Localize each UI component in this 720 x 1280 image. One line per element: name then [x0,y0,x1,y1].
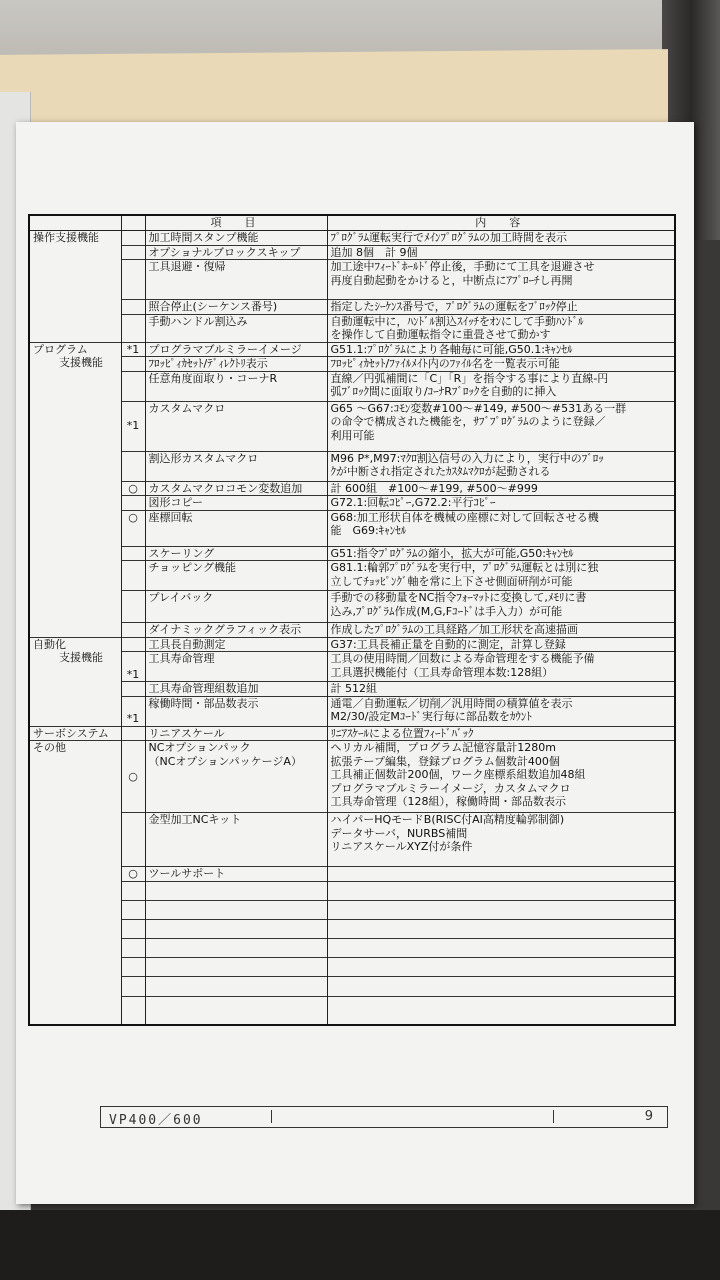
header-content: 内 容 [327,215,675,231]
row-item: 工具長自動測定 [145,637,327,652]
table-row [29,741,675,813]
table-row-empty [29,881,675,900]
row-mark [121,496,145,511]
table-row [29,300,675,315]
row-mark: ○ [121,741,145,813]
table-row [29,260,675,300]
table-row [29,623,675,638]
row-mark [121,300,145,315]
category-label: その他 [33,741,66,754]
row-item: 図形コピー [145,496,327,511]
row-content: G51:指令ﾌﾟﾛｸﾞﾗﾑの縮小，拡大が可能,G50:ｷｬﾝｾﾙ [327,546,675,561]
table-row [29,591,675,623]
header-mark [121,215,145,231]
table-row-empty [29,977,675,996]
table-row-empty [29,958,675,977]
table-row [29,652,675,682]
table-row-empty [29,996,675,1025]
row-item: 任意角度面取り・コーナR [145,371,327,401]
category-label: 操作支援機能 [33,231,99,244]
row-content: G65 ～G67:ｺﾓﾝ変数#100～#149, #500～#531ある一群 の命令で構成された機能を，ｻﾌﾞﾌﾟﾛｸﾞﾗﾑのように登録／ 利用可能 [327,401,675,451]
row-mark [121,546,145,561]
row-item: 稼働時間・部品数表示 [145,696,327,726]
footer-divider [271,1110,272,1123]
row-mark: *1 [121,696,145,726]
row-content: ﾌﾟﾛｸﾞﾗﾑ運転実行でﾒｲﾝﾌﾟﾛｸﾞﾗﾑの加工時間を表示 [327,231,675,246]
row-mark [121,813,145,867]
row-item: NCオプションパック （NCオプションパッケージA） [145,741,327,813]
row-item: ツールサポート [145,867,327,882]
row-mark: *1 [121,401,145,451]
table-row-empty [29,919,675,938]
desk-shadow [0,1210,720,1280]
row-item: カスタムマクロコモン変数追加 [145,481,327,496]
row-content: G68:加工形状自体を機械の座標に対して回転させる機 能 G69:ｷｬﾝｾﾙ [327,510,675,546]
row-item: スケーリング [145,546,327,561]
table-row [29,561,675,591]
row-content: 加工途中ﾌｨｰﾄﾞﾎｰﾙﾄﾞ停止後，手動にて工具を退避させ 再度自動起動をかけると，中断点にｱﾌﾟﾛｰﾁし再開 [327,260,675,300]
category-label: 自動化 [33,637,66,651]
row-mark [121,245,145,260]
row-mark [121,561,145,591]
category-label: サーボシステム [33,726,109,740]
table-header-row [29,215,675,231]
row-content: G72.1:回転ｺﾋﾟｰ,G72.2:平行ｺﾋﾟｰ [327,496,675,511]
category-prog [29,342,121,637]
row-mark [121,451,145,481]
table-row-empty [29,900,675,919]
category-other [29,741,121,1026]
category-label: プログラム [33,342,88,356]
header-category [29,215,121,231]
table-row [29,867,675,882]
model-name: VP400／600 [109,1113,203,1128]
page-number: 9 [644,1109,653,1124]
row-content: 計 600組 #100～#199, #500～#999 [327,481,675,496]
table-row [29,682,675,697]
row-content: 手動での移動量をNC指令ﾌｫｰﾏｯﾄに変換して,ﾒﾓﾘに書 込み,ﾌﾟﾛｸﾞﾗﾑ作成(M,G,Fｺｰﾄﾞは手入力）が可能 [327,591,675,623]
row-mark [121,682,145,697]
spec-table [28,214,676,1026]
category-servo [29,726,121,741]
category-ops [29,231,121,343]
row-content: 通電／自動運転／切削／汎用時間の積算値を表示 M2/30/設定Mｺｰﾄﾞ実行毎に部品数をｶｳﾝﾄ [327,696,675,726]
row-item: 座標回転 [145,510,327,546]
row-content [327,867,675,882]
table-row [29,401,675,451]
row-item: 工具退避・復帰 [145,260,327,300]
table-row [29,451,675,481]
row-content: G51.1:ﾌﾟﾛｸﾞﾗﾑにより各軸毎に可能,G50.1:ｷｬﾝｾﾙ [327,342,675,357]
row-content: 指定したｼｰｹﾝｽ番号で，ﾌﾟﾛｸﾞﾗﾑの運転をﾌﾞﾛｯｸ停止 [327,300,675,315]
row-mark [121,357,145,372]
table-row [29,357,675,372]
row-item: プログラマブルミラーイメージ [145,342,327,357]
table-row [29,314,675,342]
footer-divider [553,1110,554,1123]
table-row [29,496,675,511]
row-mark [121,726,145,741]
row-mark: ○ [121,481,145,496]
row-mark: ○ [121,867,145,882]
row-mark [121,231,145,246]
header-item: 項 目 [145,215,327,231]
category-label-line2: 支援機能 [59,356,103,369]
row-item: リニアスケール [145,726,327,741]
row-item: ダイナミックグラフィック表示 [145,623,327,638]
row-mark [121,371,145,401]
table-row [29,481,675,496]
row-item: チョッピング機能 [145,561,327,591]
row-content: ヘリカル補間，プログラム記憶容量計1280m 拡張テープ編集，登録プログラム個数計400個 工具補正個数計200個，ワーク座標系組数追加48組 プログラマブルミラーイメージ，カスタムマクロ 工具寿命管理（128組），稼働時間・部品数表示 [327,741,675,813]
row-item: 工具寿命管理組数追加 [145,682,327,697]
row-item: ﾌﾛｯﾋﾟｨｶｾｯﾄ/ﾃﾞｨﾚｸﾄﾘ表示 [145,357,327,372]
table-row [29,245,675,260]
row-item: 金型加工NCキット [145,813,327,867]
row-content: 工具の使用時間／回数による寿命管理をする機能予備 工具選択機能付（工具寿命管理本数:128組） [327,652,675,682]
table-row [29,546,675,561]
row-content: M96 P*,M97:ﾏｸﾛ割込信号の入力により，実行中のﾌﾞﾛｯ ｸが中断され指定されたｶｽﾀﾑﾏｸﾛが起動される [327,451,675,481]
row-content: 自動運転中に，ﾊﾝﾄﾞﾙ割込ｽｲｯﾁをｵﾝにして手動ﾊﾝﾄﾞﾙ を操作して自動運転指令に重畳させて動かす [327,314,675,342]
row-item: 割込形カスタムマクロ [145,451,327,481]
row-content: 作成したﾌﾟﾛｸﾞﾗﾑの工具経路／加工形状を高速描画 [327,623,675,638]
row-mark: *1 [121,652,145,682]
table-row [29,813,675,867]
row-content: ﾘﾆｱｽｹｰﾙによる位置ﾌｨｰﾄﾞﾊﾞｯｸ [327,726,675,741]
category-label-line2: 支援機能 [59,651,103,664]
row-item: 照合停止(シーケンス番号) [145,300,327,315]
row-item: プレイバック [145,591,327,623]
document-page [16,122,694,1204]
row-mark [121,591,145,623]
row-item: 加工時間スタンプ機能 [145,231,327,246]
category-auto [29,637,121,726]
row-content: 追加 8個 計 9個 [327,245,675,260]
row-content: 計 512組 [327,682,675,697]
table-row [29,510,675,546]
row-mark [121,260,145,300]
row-item: オプショナルブロックスキップ [145,245,327,260]
table-row [29,231,675,246]
row-mark [121,637,145,652]
row-content: G37:工具長補正量を自動的に測定，計算し登録 [327,637,675,652]
row-mark: ○ [121,510,145,546]
row-item: カスタムマクロ [145,401,327,451]
row-mark [121,623,145,638]
row-item: 手動ハンドル割込み [145,314,327,342]
table-row [29,726,675,741]
table-row-empty [29,939,675,958]
page-footer [100,1106,668,1128]
row-mark [121,314,145,342]
row-content: G81.1:輪郭ﾌﾟﾛｸﾞﾗﾑを実行中，ﾌﾟﾛｸﾞﾗﾑ運転とは別に独 立してﾁｮｯﾋﾟﾝｸﾞ軸を常に上下させ側面研削が可能 [327,561,675,591]
table-row [29,342,675,357]
table-row [29,696,675,726]
table-row [29,371,675,401]
row-item: 工具寿命管理 [145,652,327,682]
row-content: 直線／円弧補間に「C」「R」を指令する事により直線-円 弧ﾌﾞﾛｯｸ間に面取り/ｺｰﾅRﾌﾞﾛｯｸを自動的に挿入 [327,371,675,401]
row-mark: *1 [121,342,145,357]
row-content: ハイパーHQモードB(RISC付AI高精度輪郭制御) データサーバ，NURBS補間 リニアスケールXYZ付が条件 [327,813,675,867]
table-row [29,637,675,652]
row-content: ﾌﾛｯﾋﾟｨｶｾｯﾄ/ﾌｧｲﾙﾒｲﾄ内のﾌｧｲﾙ名を一覧表示可能 [327,357,675,372]
